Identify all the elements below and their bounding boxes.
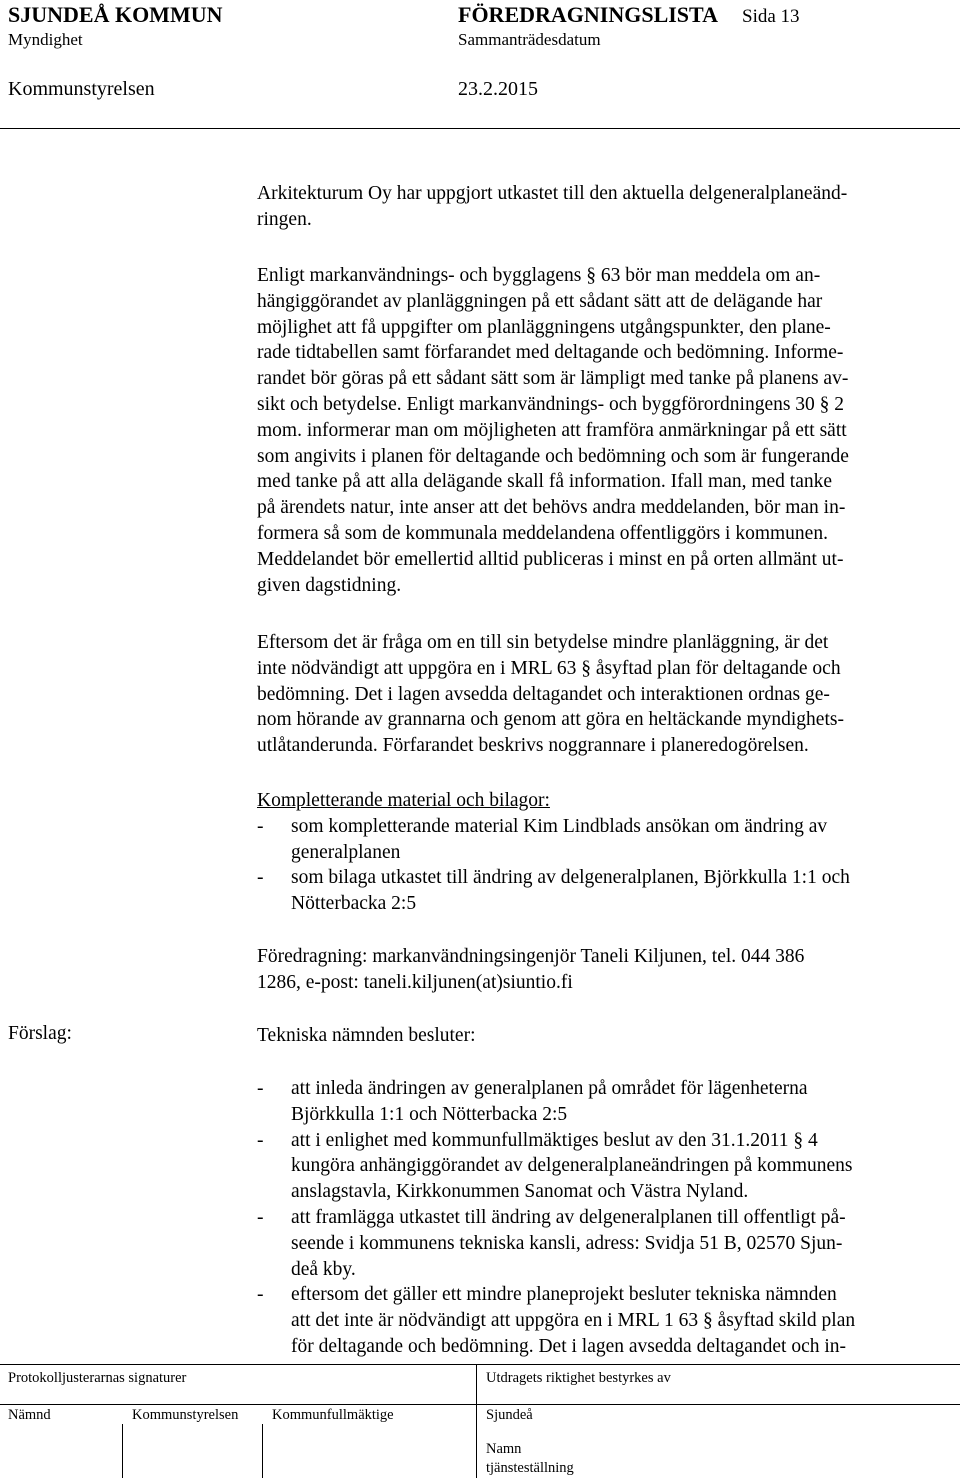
- footer-top-rule: [0, 1364, 960, 1365]
- dash: -: [257, 1078, 264, 1099]
- org-name: SJUNDEÅ KOMMUN: [8, 2, 223, 27]
- text-line: formera så som de kommunala meddelandena offentliggörs i kommunen.: [257, 522, 828, 544]
- meeting-date: 23.2.2015: [458, 78, 538, 100]
- text-line: 1286, e-post: taneli.kiljunen(at)siuntio.fi: [257, 971, 573, 993]
- text-line: kungöra anhängiggörandet av delgeneralplaneändringen på kommunens: [291, 1155, 853, 1177]
- text-line: Eftersom det är fråga om en till sin betydelse mindre planläggning, är det: [257, 632, 829, 653]
- decision-item: [257, 1282, 947, 1359]
- text-line: Tekniska nämnden besluter:: [257, 1025, 476, 1046]
- text-line: Nötterbacka 2:5: [291, 893, 417, 915]
- column-divider: [122, 1424, 123, 1478]
- text-line: att framlägga utkastet till ändring av delgeneralplanen till offentligt på-: [291, 1206, 846, 1228]
- text-line: Enligt markanvändnings- och bygglagens § 63 bör man meddela om an-: [257, 265, 821, 286]
- text-line: att det inte är nödvändigt att uppgöra en i MRL 1 63 § åsyftad skild plan: [291, 1310, 856, 1332]
- decision-item: [257, 1128, 947, 1205]
- decision-item: [257, 1076, 947, 1128]
- planning-paragraph: [257, 630, 947, 759]
- signatures-label: Protokolljusterarnas signaturer: [8, 1370, 187, 1386]
- dash: -: [257, 815, 264, 837]
- text-line: som kompletterande material Kim Lindblads ansökan om ändring av: [291, 815, 828, 837]
- column-divider: [476, 1364, 477, 1478]
- decision-heading: [257, 1023, 947, 1049]
- page-number: Sida 13: [742, 6, 800, 27]
- document-title: FÖREDRAGNINGSLISTA: [458, 2, 718, 27]
- attachment-item: [257, 814, 947, 866]
- signature-footer: [0, 1364, 960, 1478]
- text-line: hängiggörandet av planläggningen på ett sådant sätt att de delägande har: [257, 290, 823, 312]
- dash: -: [257, 1284, 264, 1306]
- text-line: Meddelandet bör emellertid alltid publiceras i minst en på orten allmänt ut-: [257, 548, 844, 570]
- authority-label: Myndighet: [8, 30, 83, 49]
- text-line: deå kby.: [291, 1258, 356, 1280]
- text-line: med tanke på att alla delägande skall få information. Ifall man, med tanke: [257, 471, 833, 493]
- text-line: Föredragning: markanvändningsingenjör Taneli Kiljunen, tel. 044 386: [257, 946, 805, 967]
- footer-mid-rule: [0, 1404, 960, 1405]
- col-nämnd: Nämnd: [8, 1407, 51, 1423]
- text-line: generalplanen: [291, 841, 401, 863]
- col-kommunstyrelsen: Kommunstyrelsen: [132, 1407, 239, 1423]
- text-line: att inleda ändringen av generalplanen på området för lägenheterna: [291, 1078, 808, 1099]
- column-divider: [262, 1424, 263, 1478]
- text-line: som angivits i planen för deltagande och bedömning och som är fungerande: [257, 445, 849, 467]
- text-line: på ärendets natur, inte anser att det behövs andra meddelanden, bör man in-: [257, 497, 846, 519]
- text-line: given dagstidning.: [257, 574, 402, 596]
- text-line: Arkitekturum Oy har uppgjort utkastet till den aktuella delgeneralplaneänd-: [257, 183, 848, 204]
- text-line: seende i kommunens tekniska kansli, adress: Svidja 51 B, 02570 Sjun-: [291, 1232, 843, 1254]
- decision-item: [257, 1205, 947, 1282]
- law-paragraph: [257, 263, 947, 598]
- text-line: mom. informerar man om möjligheten att framföra anmärkningar på ett sätt: [257, 419, 847, 441]
- text-line: att i enlighet med kommunfullmäktiges beslut av den 31.1.2011 § 4: [291, 1129, 818, 1151]
- text-line: Björkkulla 1:1 och Nötterbacka 2:5: [291, 1103, 568, 1125]
- text-line: eftersom det gäller ett mindre planeprojekt besluter tekniska nämnden: [291, 1284, 837, 1306]
- proposal-label: Förslag:: [8, 1023, 72, 1044]
- text-line: för deltagande och bedömning. Det i lagen avsedda deltagandet och in-: [291, 1335, 847, 1357]
- text-line: som bilaga utkastet till ändring av delgeneralplanen, Björkkulla 1:1 och: [291, 867, 850, 889]
- text-line: rade tidtabellen samt förfarandet med deltagande och bedömning. Informe-: [257, 342, 844, 364]
- attachments-heading: Kompletterande material och bilagor:: [257, 790, 550, 811]
- dash: -: [257, 1206, 264, 1228]
- attachment-item: [257, 865, 947, 917]
- text-line: nom hörande av grannarna och genom att göra en heltäckande myndighets-: [257, 709, 844, 731]
- verified-label: Utdragets riktighet bestyrkes av: [486, 1370, 671, 1386]
- dash: -: [257, 1129, 264, 1151]
- text-line: ringen.: [257, 208, 312, 230]
- place: Sjundeå: [486, 1407, 533, 1423]
- attachments-section: [257, 788, 947, 917]
- date-label: Sammanträdesdatum: [458, 30, 601, 49]
- text-line: utlåtanderunda. Förfarandet beskrivs noggrannare i planeredogörelsen.: [257, 735, 809, 757]
- text-line: sikt och betydelse. Enligt markanvändnings- och byggförordningens 30 § 2: [257, 393, 845, 415]
- text-line: möjlighet att få uppgifter om planläggningens utgångspunkter, den plane-: [257, 316, 831, 338]
- authority: Kommunstyrelsen: [8, 78, 155, 100]
- intro-paragraph: [257, 181, 947, 233]
- col-kommunfullmaktige: Kommunfullmäktige: [272, 1407, 394, 1423]
- name-label: Namn: [486, 1441, 522, 1457]
- presenter-paragraph: [257, 944, 947, 996]
- text-line: inte nödvändigt att uppgöra en i MRL 63 § åsyftad plan för deltagande och: [257, 657, 841, 679]
- text-line: anslagstavla, Kirkkonummen Sanomat och Västra Nyland.: [291, 1181, 749, 1203]
- dash: -: [257, 867, 264, 889]
- text-line: bedömning. Det i lagen avsedda deltagandet och interaktionen ordnas ge-: [257, 683, 830, 705]
- header-divider: [0, 128, 960, 129]
- title-label: tjänsteställning: [486, 1460, 574, 1476]
- decision-list: [257, 1076, 947, 1360]
- text-line: randet bör göras på ett sådant sätt som är lämpligt med tanke på planens av-: [257, 368, 849, 390]
